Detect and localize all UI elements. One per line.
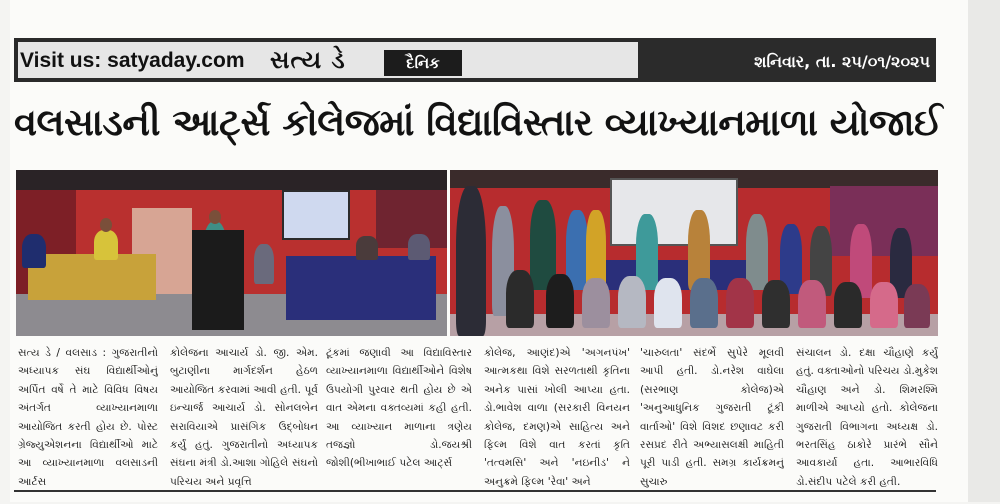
seated-person [618,276,646,328]
seated-person [408,234,430,260]
seated-person [654,278,682,328]
article-column-3 [326,344,472,494]
column-text: ટૂંકમાં જણાવી આ વિદ્યાવિસ્તાર વ્યાખ્યાનમાળા વિદ્યાર્થીઓને વિશેષ ઉપયોગી પુરવાર થતી હોય છે એ વાત એમના વક્તવ્યમાં કહી હતી. આ વ્યાખ્યાન માળાના ત્રણેય તજજ્ઞો ડો.જયશ્રી જોશી(ભીખાભાઈ પટેલ આર્ટ્સ [326,347,472,470]
seated-person [546,274,574,328]
seated-person [94,230,118,260]
group-photo [450,170,938,336]
article-column-4 [484,344,630,494]
article-column-5 [640,344,784,494]
projector-screen [282,190,350,240]
standing-person [456,186,486,336]
seated-person [798,280,826,328]
seated-person [870,282,898,328]
website-label: Visit us: satyaday.com [20,49,245,72]
blue-table [286,256,436,320]
column-text: 'ચારુલતા' સંદર્ભે સુપેરે મૂલવી આપી હતી. ડો.નરેશ વાઘેલા (સરભાણ કોલેજ)એ 'અનુઆધુનિક ગુજરાતી ટૂંકી વાર્તાઓ' વિશે વિશદ છણાવટ કરી રસપ્રદ રીતે અભ્યાસલક્ષી માહિતી પૂરી પાડી હતી. સમગ્ર કાર્યક્રમનું સુચારુ [640,347,784,488]
seated-person [356,236,378,260]
photo-wall-right [830,186,938,256]
page-margin [968,0,1000,502]
lecture-stage-photo [16,170,447,336]
column-text: સત્ય ડે / વલસાડ : ગુજરાતીનો અધ્યાપક સંઘ વિદ્યાર્થીઓનું અર્પિત વર્ષે તે માટે વિવિધ વિષય અંતર્ગત વ્યાખ્યાનમાળા આયોજિત કરતી હોય છે. પોસ્ટ ગ્રેજ્યુએશનના વિદ્યાર્થીઓ માટે આ વ્યાખ્યાનમાળા વલસાડની આર્ટસ [18,347,158,488]
column-text: કોલેજના આચાર્ય ડો. જી. એમ. બુટાણીના માર્ગદર્શન હેઠળ આયોજિત કરવામાં આવી હતી. પૂર્વ ઇન્ચાર્જ આચાર્ય ડો. સોનલબેન સરાવિયાએ પ્રાસંગિક ઉદ્બોધન કર્યું હતું. ગુજરાતીનો અધ્યાપક સંઘના મંત્રી ડો.આશા ગોહિલે સંઘનો પરિચય અને પ્રવૃત્તિ [170,347,318,488]
seated-person [834,282,862,328]
issue-date: શનિવાર, તા. ૨૫/૦૧/૨૦૨૫ [754,52,930,71]
podium [192,230,244,330]
standing-person [746,214,768,290]
article-column-6 [796,344,938,494]
article-column-1 [18,344,158,494]
seated-person [726,278,754,328]
speaker-table [28,254,156,300]
person-head [100,218,112,232]
photo-ceiling [16,170,447,190]
seated-person [904,284,930,328]
seated-person [762,280,790,328]
seated-person [506,270,534,328]
projector-screen [610,178,738,246]
article-headline: વલસાડની આર્ટ્સ કોલેજમાં વિદ્યાવિસ્તાર વ્યાખ્યાનમાળા યોજાઈ [14,101,943,144]
person-head [209,210,221,224]
edition-badge: દૈનિક [384,50,462,76]
brand-name: સત્ય ડે [270,46,346,74]
column-text: સંચાલન ડો. દક્ષા ચૌહાણે કર્યું હતું. વક્તાઓનો પરિચય ડો.મુકેશ ચૌહાણ અને ડો. શિમરશ્મિ માળીએ આપ્યો હતો. કોલેજના ગુજરાતી વિભાગના અધ્યક્ષ ડો. ભરતસિંહ ઠાકોરે પ્રારંભે સૌને આવકાર્યા હતા. આભારવિધિ ડો.સંદીપ પટેલે કરી હતી. [796,347,938,488]
seated-person [254,244,274,284]
column-text: કોલેજ, આણંદ)એ 'અગનપંખ' આત્મકથા વિશે સરળતાથી કૃતિના અનેક પાસાં ખોલી આપ્યા હતા. ડો.ભાવેશ વાળા (સરકારી વિનયન કોલેજ, દમણ)એ સાહિત્ય અને ફિલ્મ વિશે વાત કરતાં કૃતિ 'તત્વમસિ' અને 'નઇનીડ' ને અનુક્રમે ફિલ્મ 'રેવા' અને [484,347,630,488]
seated-person [582,278,610,328]
article-column-2 [170,344,318,494]
seated-person [690,278,718,328]
seated-person [22,234,46,268]
